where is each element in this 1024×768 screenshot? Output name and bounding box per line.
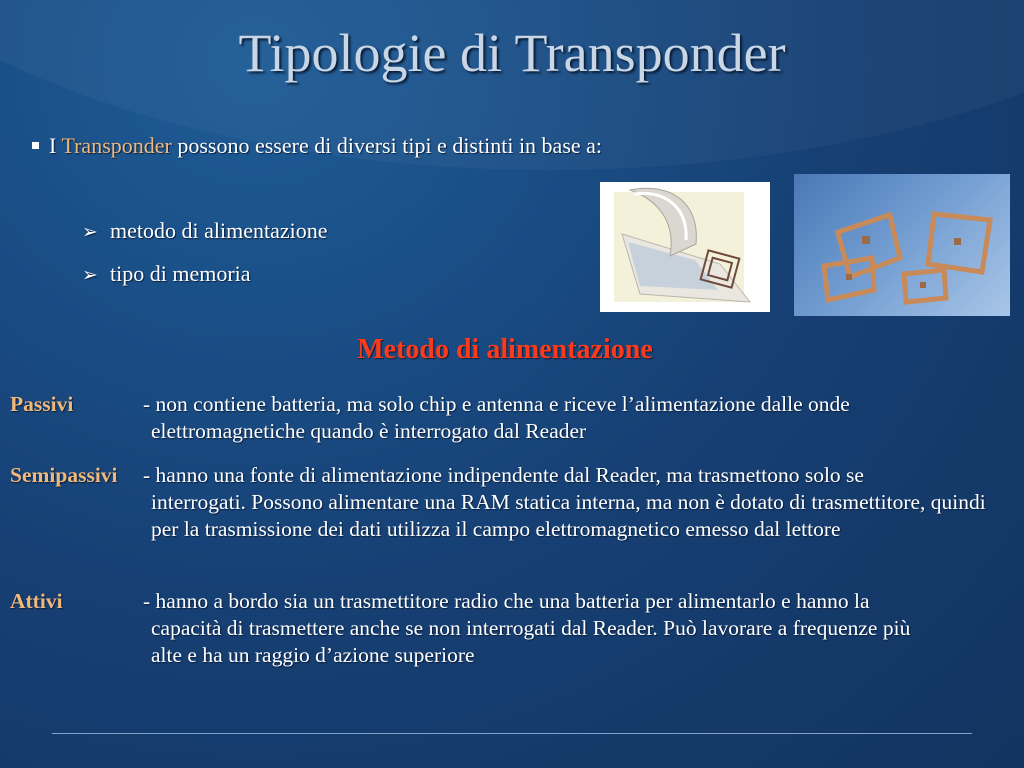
definition-first-line: - non contiene batteria, ma solo chip e antenna e riceve l’alimentazione dalle onde <box>143 392 850 416</box>
definition-term: Attivi <box>10 589 63 613</box>
intro-prefix: I <box>49 133 62 158</box>
definition-continuation: elettromagnetiche quando è interrogato dal Reader <box>151 419 587 443</box>
footer-divider <box>52 733 972 734</box>
sub-item-label: tipo di memoria <box>110 261 251 286</box>
intro-bullet <box>32 133 602 159</box>
rfid-label-photo <box>600 182 770 312</box>
arrow-bullet-icon: ➢ <box>82 221 98 243</box>
definition-continuation: capacità di trasmettere anche se non interrogati dal Reader. Può lavorare a frequenze più alte e ha un raggio d’azione superiore <box>151 616 911 667</box>
square-bullet-icon <box>32 142 39 149</box>
definition-term: Passivi <box>10 392 74 416</box>
definition-continuation: interrogati. Possono alimentare una RAM statica interna, ma non è dotato di trasmettitore, quindi per la trasmissione dei dati utilizza il campo elettromagnetico emesso dal lettore <box>151 490 986 541</box>
slide-title: Tipologie di Transponder <box>238 23 786 83</box>
sub-item-label: metodo di alimentazione <box>110 218 328 243</box>
rfid-tags-photo <box>794 174 1010 316</box>
sub-item-memoria <box>82 261 251 287</box>
sub-item-alimentazione <box>82 218 328 244</box>
definition-term: Semipassivi <box>10 463 118 487</box>
intro-suffix: possono essere di diversi tipi e distinti in base a: <box>171 133 603 158</box>
section-title: Metodo di alimentazione <box>357 334 653 365</box>
intro-highlight: Transponder <box>61 133 172 158</box>
definition-first-line: - hanno a bordo sia un trasmettitore radio che una batteria per alimentarlo e hanno la <box>143 589 870 613</box>
definition-first-line: - hanno una fonte di alimentazione indipendente dal Reader, ma trasmettono solo se <box>143 463 864 487</box>
arrow-bullet-icon: ➢ <box>82 264 98 286</box>
